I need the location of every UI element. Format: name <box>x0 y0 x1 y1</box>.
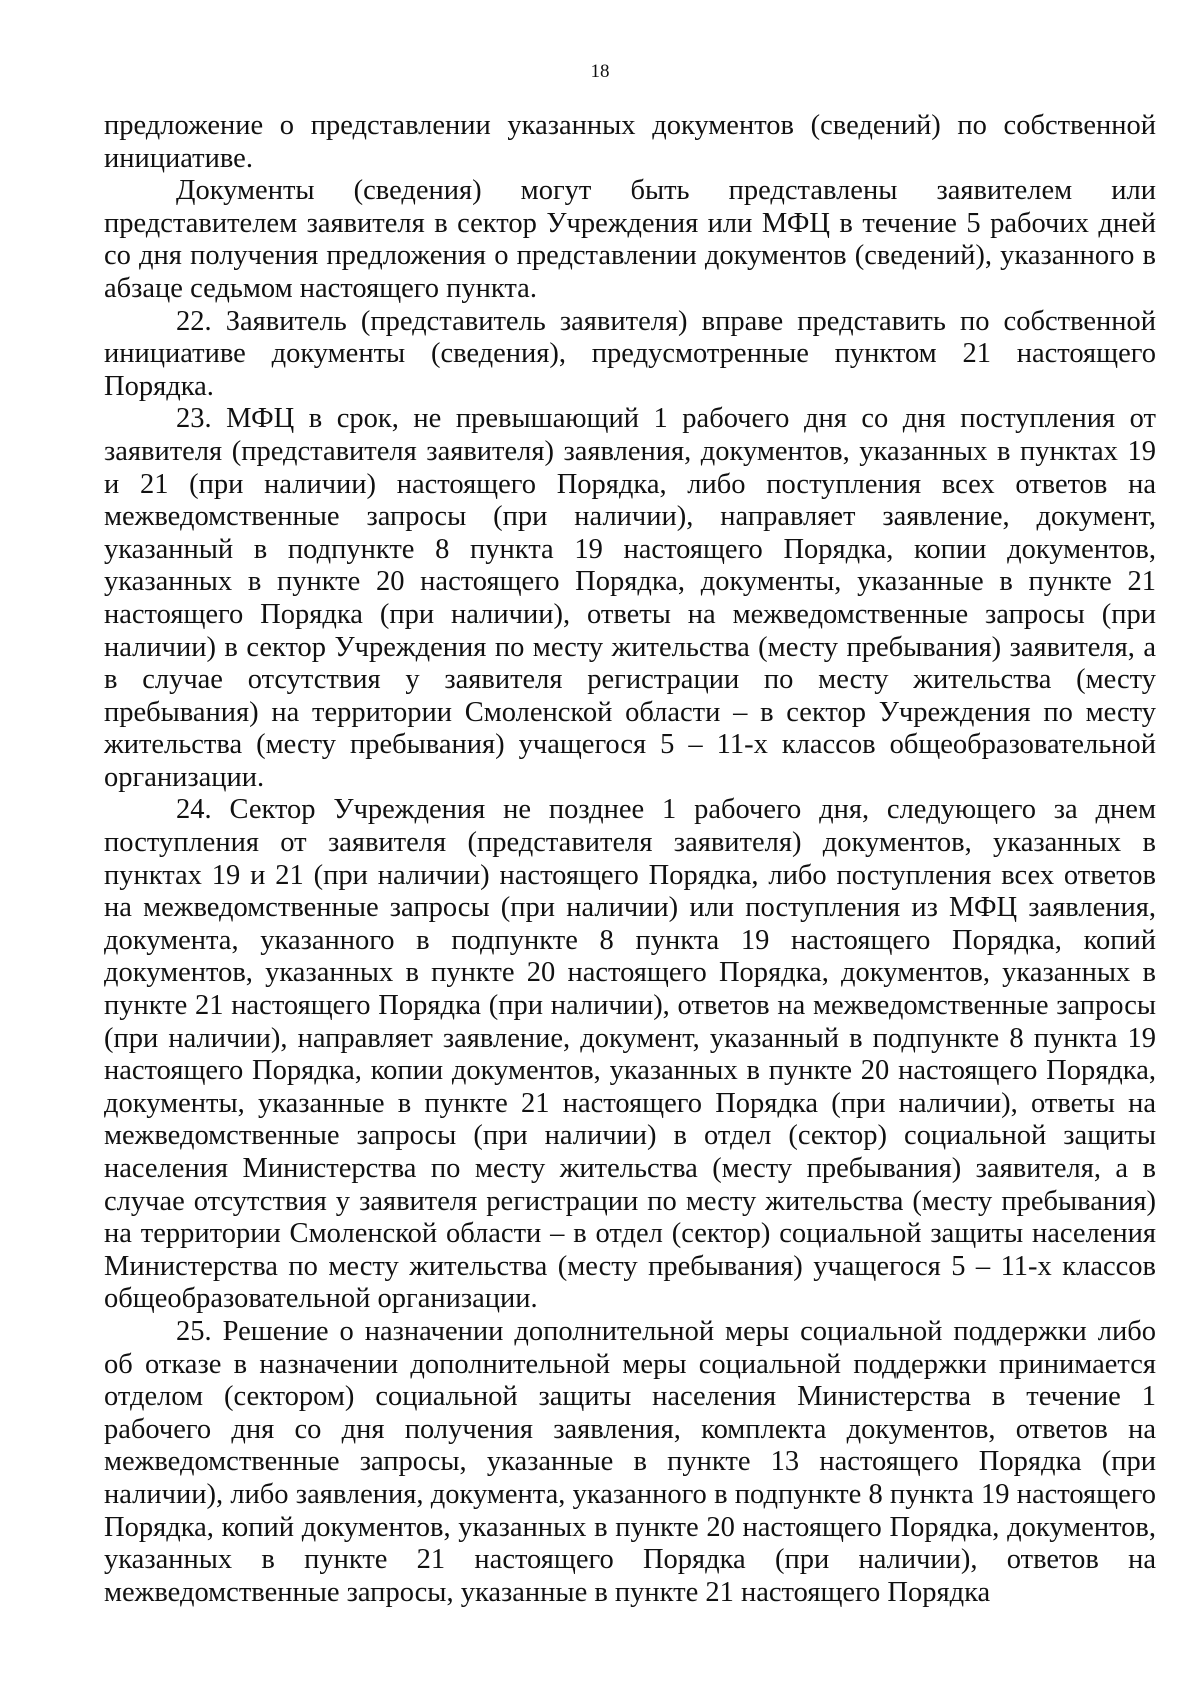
document-body <box>104 110 1156 1609</box>
paragraph-item-24: 24. Сектор Учреждения не позднее 1 рабочего дня, следующего за днем поступления от заявителя (представителя заявителя) документов, указанных в пунктах 19 и 21 (при наличии) настоящего Порядка, либо поступления всех ответов на межведомственные запросы (при наличии) или поступления из МФЦ заявления, документа, указанного в подпункте 8 пункта 19 настоящего Порядка, копий документов, указанных в пункте 20 настоящего Порядка, документов, указанных в пункте 21 настоящего Порядка (при наличии), ответов на межведомственные запросы (при наличии), направляет заявление, документ, указанный в подпункте 8 пункта 19 настоящего Порядка, копии документов, указанных в пункте 20 настоящего Порядка, документы, указанные в пункте 21 настоящего Порядка (при наличии), ответы на межведомственные запросы (при наличии) в отдел (сектор) социальной защиты населения Министерства по месту жительства (месту пребывания) заявителя, а в случае отсутствия у заявителя регистрации по месту жительства (месту пребывания) на территории Смоленской области – в отдел (сектор) социальной защиты населения Министерства по месту жительства (месту пребывания) учащегося 5 – 11-х классов общеобразовательной организации. <box>104 794 1156 1315</box>
page-number: 18 <box>590 61 610 82</box>
paragraph-item-25: 25. Решение о назначении дополнительной меры социальной поддержки либо об отказе в назначении дополнительной меры социальной поддержки принимается отделом (сектором) социальной защиты населения Министерства в течение 1 рабочего дня со дня получения заявления, комплекта документов, ответов на межведомственные запросы, указанные в пункте 13 настоящего Порядка (при наличии), либо заявления, документа, указанного в подпункте 8 пункта 19 настоящего Порядка, копий документов, указанных в пункте 20 настоящего Порядка, документов, указанных в пункте 21 настоящего Порядка (при наличии), ответов на межведомственные запросы, указанные в пункте 21 настоящего Порядка <box>104 1315 1156 1608</box>
paragraph-item-22: 22. Заявитель (представитель заявителя) вправе представить по собственной инициативе документы (сведения), предусмотренные пунктом 21 настоящего Порядка. <box>104 305 1156 402</box>
paragraph-item-23: 23. МФЦ в срок, не превышающий 1 рабочего дня со дня поступления от заявителя (представителя заявителя) заявления, документов, указанных в пунктах 19 и 21 (при наличии) настоящего Порядка, либо поступления всех ответов на межведомственные запросы (при наличии), направляет заявление, документ, указанный в подпункте 8 пункта 19 настоящего Порядка, копии документов, указанных в пункте 20 настоящего Порядка, документы, указанные в пункте 21 настоящего Порядка (при наличии), ответы на межведомственные запросы (при наличии) в сектор Учреждения по месту жительства (месту пребывания) заявителя, а в случае отсутствия у заявителя регистрации по месту жительства (месту пребывания) на территории Смоленской области – в сектор Учреждения по месту жительства (месту пребывания) учащегося 5 – 11-х классов общеобразовательной организации. <box>104 403 1156 793</box>
paragraph-documents-submission: Документы (сведения) могут быть представлены заявителем или представителем заявителя в сектор Учреждения или МФЦ в течение 5 рабочих дней со дня получения предложения о представлении документов (сведений), указанного в абзаце седьмом настоящего пункта. <box>104 175 1156 304</box>
paragraph-continuation: предложение о представлении указанных документов (сведений) по собственной инициативе. <box>104 110 1156 174</box>
